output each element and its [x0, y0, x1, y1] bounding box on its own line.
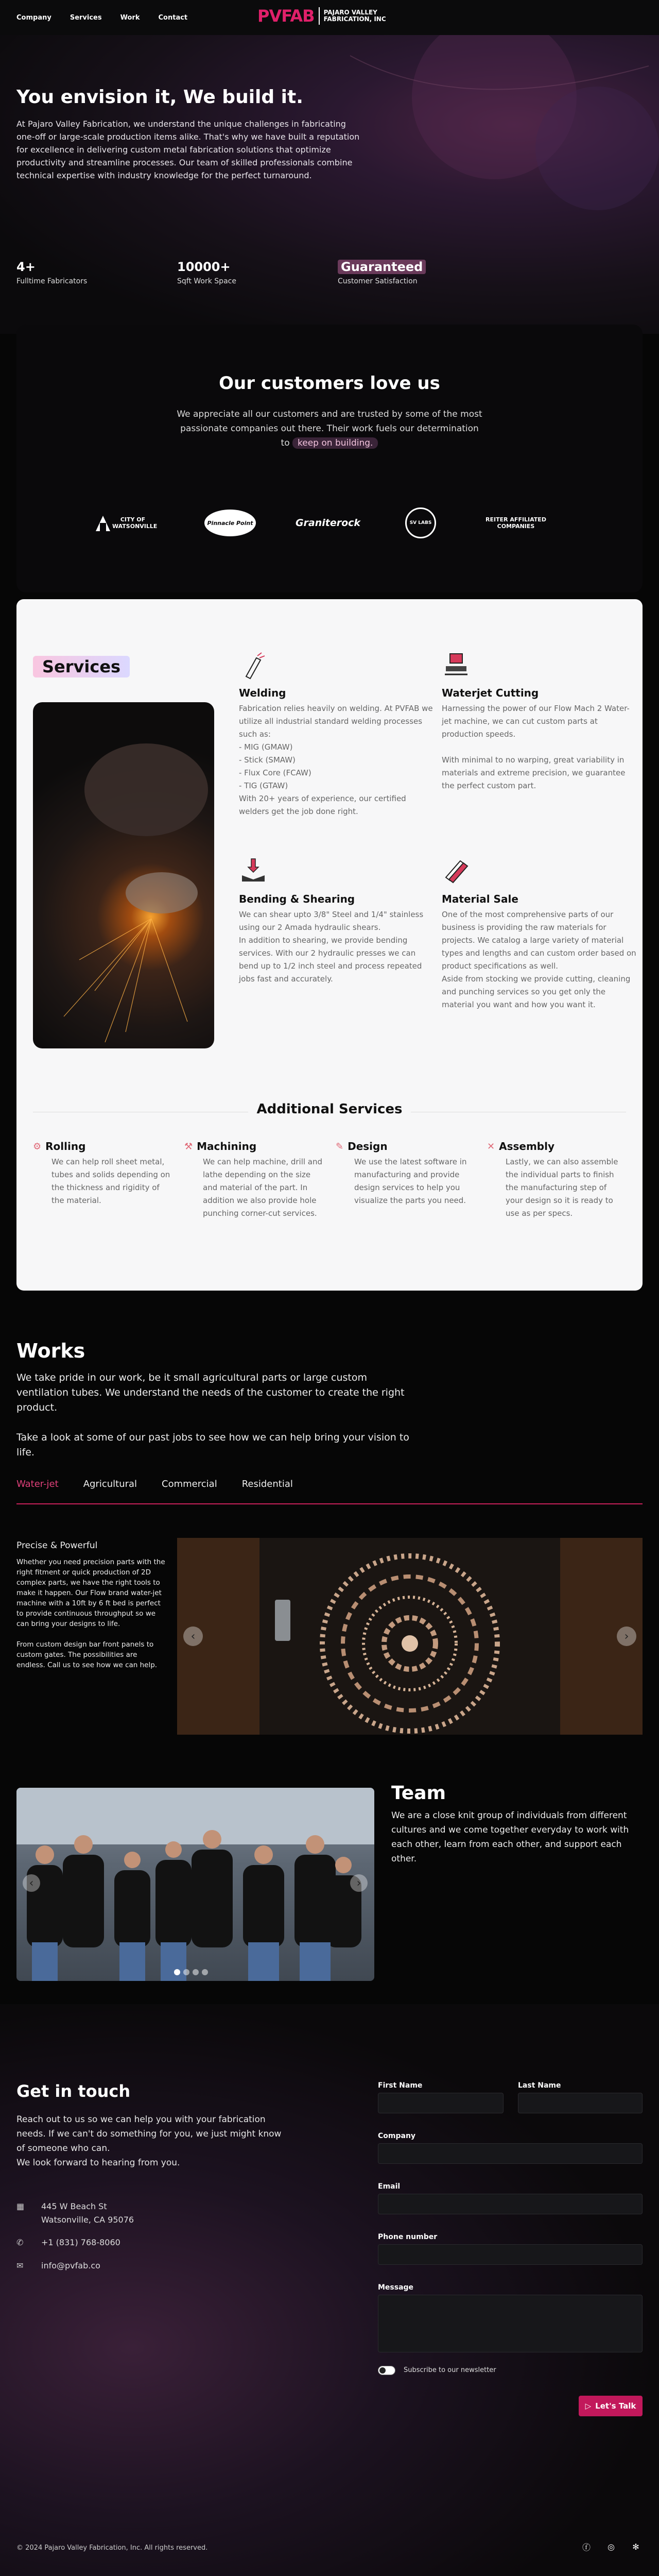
waterjet-gate-art [177, 1538, 643, 1735]
services-section [16, 599, 643, 1291]
mail-icon: ✉ [16, 2261, 24, 2270]
tab-commercial[interactable]: Commercial [162, 1479, 217, 1489]
nav-work[interactable]: Work [120, 13, 140, 22]
first-name-input[interactable] [378, 2093, 504, 2113]
service-text: Fabrication relies heavily on welding. At PVFAB we utilize all industrial standard welding processes such as: - MIG (GMAW) - Stick (SMAW) - Flux Core (FCAW) - TIG (GTAW) With 20+ years of experience, our certified welders get the job done right. [239, 704, 433, 816]
address-line-1: 445 W Beach St [41, 2201, 107, 2211]
service-material-sale [442, 857, 637, 1011]
logo-watsonville [93, 507, 158, 538]
stat-value: 10000+ [177, 260, 231, 274]
logo-sv-labs [403, 507, 439, 538]
logo-graniterock-text: Graniterock [295, 517, 361, 529]
hero-background-art [309, 35, 659, 334]
email-text[interactable]: info@pvfab.co [41, 2261, 100, 2270]
logo-sv-labs-text: SV LABS [405, 507, 436, 538]
first-name-label: First Name [378, 2081, 423, 2090]
works-tabs-underline [16, 1503, 643, 1504]
footer-copyright: © 2024 Pajaro Valley Fabrication, Inc. All rights reserved. [16, 2544, 208, 2552]
carousel-dot[interactable] [183, 1969, 189, 1975]
stat-workspace [177, 260, 236, 285]
phone-icon: ✆ [16, 2238, 24, 2247]
contact-address [16, 2200, 134, 2227]
hero-body: At Pajaro Valley Fabrication, we understand the unique challenges in fabricating one-off or large-scale production items alike. That's why we have built a reputation for excellence in delivering custom metal fabrication solutions that optimize productivity and streamline processes. Our team of skilled professionals combine technical expertise with industry knowledge for the perfect turnaround. [16, 119, 360, 180]
works-tabs [16, 1479, 643, 1504]
phone-text[interactable]: +1 (831) 768-8060 [41, 2238, 120, 2247]
yelp-icon[interactable]: ✻ [632, 2541, 639, 2552]
additional-title: Design [348, 1140, 388, 1153]
additional-title: Rolling [45, 1140, 86, 1153]
additional-machining [184, 1140, 323, 1220]
team-carousel-dots [174, 1969, 208, 1975]
instagram-icon[interactable]: ◎ [608, 2541, 615, 2552]
logo-text [324, 9, 386, 23]
email-label: Email [378, 2182, 401, 2191]
team-prev-button[interactable]: ‹ [23, 1874, 40, 1892]
contact-title: Get in touch [16, 2081, 131, 2101]
additional-title: Assembly [499, 1140, 554, 1153]
rolling-icon: ⚙ [33, 1141, 42, 1152]
additional-text: We can help roll sheet metal, tubes and solids depending on the thickness and rigidity of the material. [51, 1157, 170, 1205]
additional-title: Machining [197, 1140, 257, 1153]
service-text: We can shear upto 3/8" Steel and 1/4" stainless using our 2 Amada hydraulic shears. In addition to shearing, we provide bending services. With our 2 hydraulic presses we can bend up to 1/2 inch steel and process repeated jobs fast and accurately. [239, 910, 424, 984]
contact-phone[interactable] [16, 2236, 120, 2249]
message-label: Message [378, 2283, 414, 2292]
contact-email[interactable] [16, 2259, 100, 2273]
stat-label: Sqft Work Space [177, 277, 236, 285]
service-title: Material Sale [442, 893, 518, 905]
service-title: Waterjet Cutting [442, 687, 539, 699]
service-text: Harnessing the power of our Flow Mach 2 Water-jet machine, we can cut custom parts at production speeds. With minimal to no warping, great variability in materials and extreme precision, we guarantee the perfect custom part. [442, 704, 630, 790]
service-text: One of the most comprehensive parts of our business is providing the raw materials for projects. We catalog a large variety of material types and lengths and can custom order based on product specifications as well. Aside from stocking we provide cutting, cleaning and punching services so you get only the material you want and how you want it. [442, 910, 636, 1009]
top-nav [0, 0, 659, 35]
additional-text: Lastly, we can also assemble the individual parts to finish the manufacturing step of your design so it is ready to use as per specs. [506, 1157, 618, 1218]
logo-reiter-text: REITER AFFILIATED COMPANIES [485, 516, 546, 530]
carousel-dot[interactable] [193, 1969, 199, 1975]
carousel-prev-button[interactable]: ‹ [183, 1626, 203, 1646]
phone-input[interactable] [378, 2244, 643, 2265]
additional-assembly [487, 1140, 626, 1220]
machining-icon: ⚒ [184, 1141, 193, 1152]
watsonville-mark-icon [94, 513, 112, 533]
welding-sparks-art [33, 702, 214, 1048]
services-title: Services [33, 656, 130, 677]
team-title: Team [391, 1783, 446, 1804]
newsletter-label: Subscribe to our newsletter [404, 2366, 496, 2374]
additional-text: We use the latest software in manufacturing and provide design services to help you visualize the parts you need. [354, 1157, 467, 1205]
logo[interactable] [257, 6, 386, 26]
address-line-2: Watsonville, CA 95076 [41, 2215, 134, 2225]
team-photo [16, 1788, 374, 1981]
send-icon: ▷ [585, 2401, 592, 2411]
stat-value: 4+ [16, 260, 36, 274]
nav-services[interactable]: Services [70, 13, 102, 22]
last-name-input[interactable] [518, 2093, 643, 2113]
additional-design [336, 1140, 475, 1207]
additional-rolling [33, 1140, 172, 1207]
customers-highlight: keep on building. [292, 437, 378, 449]
nav-company[interactable]: Company [16, 13, 51, 22]
email-input[interactable] [378, 2194, 643, 2214]
stat-value: Guaranteed [338, 260, 426, 274]
facebook-icon[interactable]: ⓕ [582, 2542, 591, 2552]
company-label: Company [378, 2132, 416, 2140]
newsletter-toggle[interactable] [378, 2366, 395, 2375]
works-body [16, 1370, 418, 1460]
hero [0, 35, 659, 334]
stat-label: Customer Satisfaction [338, 277, 418, 285]
service-title: Welding [239, 687, 286, 699]
customers-body [175, 407, 484, 450]
work-card-text: Whether you need precision parts with the right fitment or quick production of 2D complex parts, we have the right tools to make it happen. Our Flow brand water-jet machine with a 10ft by 6 ft bed is perfect to provide continuous throughput so we can bring your designs to life. From custom design bar front panels to custom gates. The possibilities are endless. Call us to see how we can help. [16, 1558, 165, 1669]
team-people-art [16, 1788, 374, 1981]
lets-talk-button[interactable] [579, 2396, 643, 2416]
phone-label: Phone number [378, 2233, 438, 2241]
logo-watsonville-text: CITY OF WATSONVILLE [112, 516, 158, 530]
logo-line-2: FABRICATION, INC [323, 15, 386, 23]
hero-title: You envision it, We build it. [16, 87, 303, 108]
service-bending [239, 857, 435, 986]
welding-photo [33, 702, 214, 1048]
logo-reiter [470, 507, 562, 538]
stat-satisfaction [338, 260, 426, 285]
assembly-icon: ✕ [487, 1141, 495, 1152]
team-next-button[interactable]: › [350, 1874, 368, 1892]
logo-pinnacle [202, 507, 258, 538]
waterjet-icon [442, 651, 471, 680]
customers-section [16, 325, 643, 592]
building-icon: ▦ [16, 2201, 25, 2211]
company-input[interactable] [378, 2143, 643, 2164]
logo-mark: PVFAB [257, 6, 315, 26]
contact-section [0, 2004, 659, 2576]
metal-sheets-icon [442, 857, 471, 886]
work-carousel-image [177, 1538, 643, 1735]
service-waterjet [442, 651, 637, 792]
work-card-title: Precise & Powerful [16, 1540, 98, 1551]
lets-talk-label: Let's Talk [595, 2401, 636, 2411]
carousel-dot[interactable] [174, 1969, 180, 1975]
design-icon: ✎ [336, 1141, 344, 1152]
logo-line-1: PAJARO VALLEY [323, 9, 377, 16]
works-body-2: Take a look at some of our past jobs to see how we can help bring your vision to life. [16, 1432, 409, 1458]
press-brake-icon [239, 857, 268, 886]
message-textarea[interactable] [378, 2295, 643, 2352]
team-body: We are a close knit group of individuals from different cultures and we come together everyday to work with each other, learn from each other, and support each other. [391, 1810, 629, 1864]
stat-label: Fulltime Fabricators [16, 277, 88, 285]
welding-torch-icon [239, 651, 268, 680]
logo-divider [319, 7, 320, 25]
works-title: Works [16, 1340, 85, 1362]
carousel-dot[interactable] [202, 1969, 208, 1975]
logo-graniterock [284, 507, 372, 538]
customers-body-text: We appreciate all our customers and are trusted by some of the most passionate companies out there. Their work fuels our determination to [177, 409, 482, 448]
nav-contact[interactable]: Contact [158, 13, 188, 22]
last-name-label: Last Name [518, 2081, 561, 2090]
service-welding [239, 651, 435, 818]
tab-agricultural[interactable]: Agricultural [83, 1479, 137, 1489]
service-title: Bending & Shearing [239, 893, 355, 905]
carousel-next-button[interactable]: › [617, 1626, 636, 1646]
works-body-1: We take pride in our work, be it small agricultural parts or large custom ventilation tubes. We understand the needs of the customer to create the right product. [16, 1372, 405, 1413]
tab-water-jet[interactable]: Water-jet [16, 1479, 59, 1489]
customers-title: Our customers love us [219, 373, 440, 394]
stat-fabricators [16, 260, 87, 285]
logo-pinnacle-text: Pinnacle Point [204, 510, 256, 536]
contact-body: Reach out to us so we can help you with your fabrication needs. If we can't do something for you, we just might know of someone who can. We look forward to hearing from you. [16, 2114, 282, 2168]
additional-text: We can help machine, drill and lathe depending on the size and material of the part. In addition we also provide hole punching corner-cut services. [203, 1157, 323, 1218]
additional-services-title-text: Additional Services [248, 1101, 410, 1117]
additional-services-title [16, 1101, 643, 1117]
tab-residential[interactable]: Residential [241, 1479, 293, 1489]
